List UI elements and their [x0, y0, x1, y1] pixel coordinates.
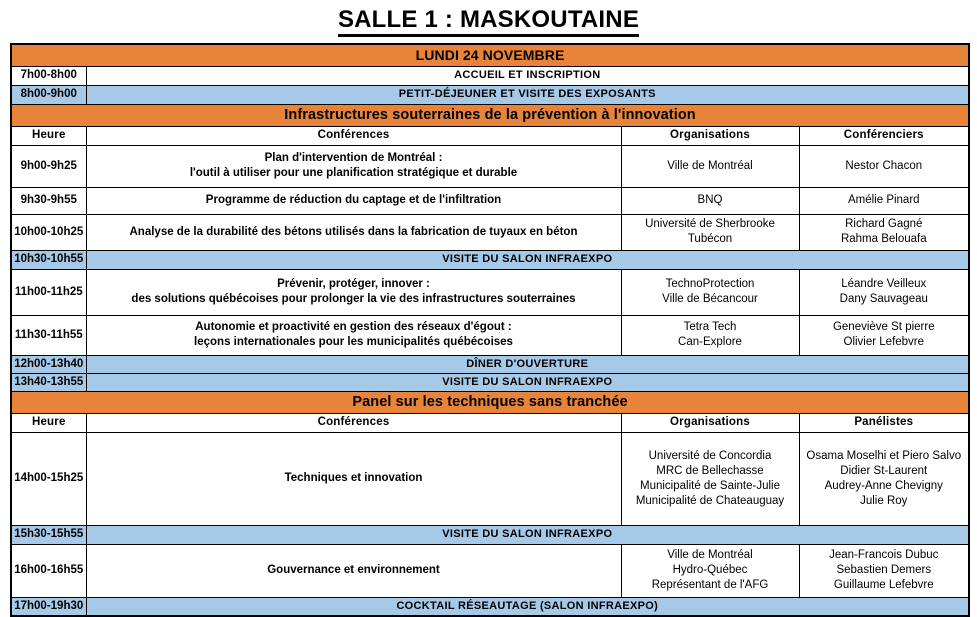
- session-conference: [86, 269, 621, 315]
- colheader-heure-2: Heure: [11, 413, 86, 432]
- organisation-line: Municipalité de Sainte-Julie: [640, 479, 780, 492]
- speaker-line: Rahma Belouafa: [840, 233, 927, 245]
- table-row: [11, 214, 969, 250]
- organisation-line: Université de Sherbrooke: [645, 218, 775, 230]
- session-conference: [86, 544, 621, 597]
- organisation-line: Can-Explore: [678, 336, 742, 348]
- table-row: [11, 145, 969, 187]
- schedule-table-container: [10, 43, 968, 617]
- speaker-line: Didier St-Laurent: [840, 464, 928, 477]
- row-petit-dejeuner: [11, 85, 969, 104]
- speaker-line: Richard Gagné: [845, 218, 923, 230]
- speaker-line: Audrey-Anne Chevigny: [824, 479, 943, 492]
- conference-line: Analyse de la durabilité des bétons utilisés dans la fabrication de tuyaux en béton: [129, 225, 578, 238]
- session-time: 16h00-16h55: [11, 544, 86, 597]
- petit-dejeuner-time: 8h00-9h00: [11, 85, 86, 104]
- colheader-speakers-2: Panélistes: [799, 413, 969, 432]
- session-speakers: [799, 214, 969, 250]
- conference-line: Plan d'intervention de Montréal :: [264, 152, 443, 164]
- row-diner: [11, 355, 969, 373]
- session-time: 9h00-9h25: [11, 145, 86, 187]
- colheader-heure-1: Heure: [11, 126, 86, 145]
- organisation-line: Ville de Montréal: [667, 159, 753, 172]
- accueil-time: 7h00-8h00: [11, 66, 86, 85]
- diner-label: DÎNER D'OUVERTURE: [86, 355, 969, 373]
- session-speakers: [799, 269, 969, 315]
- accueil-label: ACCUEIL ET INSCRIPTION: [86, 66, 969, 85]
- day-header-row: [11, 44, 969, 66]
- session-organisations: [621, 544, 799, 597]
- speaker-line: Guillaume Lefebvre: [833, 579, 934, 591]
- column-header-row-1: [11, 126, 969, 145]
- session-time: 9h30-9h55: [11, 187, 86, 214]
- session-speakers: [799, 432, 969, 525]
- organisation-line: Hydro-Québec: [672, 564, 748, 576]
- session-organisations: [621, 315, 799, 355]
- organisation-line: Représentant de l'AFG: [651, 579, 769, 591]
- session-conference: [86, 214, 621, 250]
- speaker-line: Sebastien Demers: [836, 564, 932, 576]
- petit-dejeuner-label: PETIT-DÉJEUNER ET VISITE DES EXPOSANTS: [86, 85, 969, 104]
- cocktail-label: COCKTAIL RÉSEAUTAGE (SALON INFRAEXPO): [86, 597, 969, 616]
- organisation-line: Ville de Bécancour: [662, 293, 758, 305]
- speaker-line: Julie Roy: [860, 494, 908, 507]
- table-row: [11, 432, 969, 525]
- speaker-line: Nestor Chacon: [845, 159, 923, 172]
- session-speakers: [799, 315, 969, 355]
- session-organisations: [621, 145, 799, 187]
- table-row: [11, 315, 969, 355]
- session-speakers: [799, 544, 969, 597]
- table-row: [11, 544, 969, 597]
- speaker-line: Léandre Veilleux: [841, 278, 927, 290]
- colheader-conferences-2: Conférences: [86, 413, 621, 432]
- session-time: 11h00-11h25: [11, 269, 86, 315]
- session-organisations: [621, 214, 799, 250]
- session-time: 14h00-15h25: [11, 432, 86, 525]
- speaker-line: Geneviève St pierre: [832, 321, 935, 333]
- session-speakers: [799, 145, 969, 187]
- conference-line: Programme de réduction du captage et de l'infiltration: [205, 194, 502, 206]
- organisation-line: Université de Concordia: [648, 449, 772, 462]
- table-row: [11, 187, 969, 214]
- session-organisations: [621, 187, 799, 214]
- visite-label: VISITE DU SALON INFRAEXPO: [86, 373, 969, 391]
- section-2-title: Panel sur les techniques sans tranchée: [11, 391, 969, 413]
- session-organisations: [621, 269, 799, 315]
- speaker-line: Dany Sauvageau: [839, 293, 928, 305]
- day-header-label: LUNDI 24 NOVEMBRE: [11, 44, 969, 66]
- row-cocktail: [11, 597, 969, 616]
- visite-time: 13h40-13h55: [11, 373, 86, 391]
- session-organisations: [621, 432, 799, 525]
- session-time: 11h30-11h55: [11, 315, 86, 355]
- session-conference: [86, 432, 621, 525]
- organisation-line: Tubécon: [687, 233, 733, 245]
- conference-line: Techniques et innovation: [284, 472, 423, 484]
- row-visite-3: [11, 525, 969, 544]
- speaker-line: Jean-Francois Dubuc: [829, 549, 939, 561]
- section-1-title: Infrastructures souterraines de la prévention à l'innovation: [11, 104, 969, 126]
- visite-time: 10h30-10h55: [11, 250, 86, 269]
- organisation-line: Tetra Tech: [683, 321, 737, 333]
- colheader-organisations-2: Organisations: [621, 413, 799, 432]
- speaker-line: Olivier Lefebvre: [843, 336, 925, 348]
- schedule-table: [10, 43, 970, 617]
- visite-time: 15h30-15h55: [11, 525, 86, 544]
- organisation-line: Municipalité de Chateauguay: [635, 494, 785, 507]
- session-conference: [86, 187, 621, 214]
- conference-line: des solutions québécoises pour prolonger la vie des infrastructures souterraines: [131, 293, 576, 305]
- section-1-title-row: [11, 104, 969, 126]
- session-speakers: [799, 187, 969, 214]
- session-time: 10h00-10h25: [11, 214, 86, 250]
- column-header-row-2: [11, 413, 969, 432]
- conference-line: l'outil à utiliser pour une planification stratégique et durable: [189, 167, 518, 179]
- colheader-speakers-1: Conférenciers: [799, 126, 969, 145]
- page-title-text: SALLE 1 : MASKOUTAINE: [338, 6, 639, 37]
- conference-line: Gouvernance et environnement: [267, 564, 440, 576]
- organisation-line: MRC de Bellechasse: [656, 464, 764, 477]
- row-accueil: [11, 66, 969, 85]
- row-visite-2: [11, 373, 969, 391]
- table-row: [11, 269, 969, 315]
- conference-line: Prévenir, protéger, innover :: [277, 278, 430, 290]
- conference-line: leçons internationales pour les municipalités québécoises: [194, 336, 513, 348]
- conference-line: Autonomie et proactivité en gestion des réseaux d'égout :: [195, 321, 512, 333]
- speaker-line: Osama Moselhi et Piero Salvo: [806, 449, 962, 462]
- visite-label: VISITE DU SALON INFRAEXPO: [86, 250, 969, 269]
- speaker-line: Amélie Pinard: [847, 194, 920, 206]
- diner-time: 12h00-13h40: [11, 355, 86, 373]
- organisation-line: BNQ: [697, 194, 723, 206]
- organisation-line: TechnoProtection: [665, 278, 755, 290]
- section-2-title-row: [11, 391, 969, 413]
- session-conference: [86, 315, 621, 355]
- row-visite-1: [11, 250, 969, 269]
- visite-label: VISITE DU SALON INFRAEXPO: [86, 525, 969, 544]
- session-conference: [86, 145, 621, 187]
- colheader-organisations-1: Organisations: [621, 126, 799, 145]
- page-title: [0, 0, 977, 33]
- cocktail-time: 17h00-19h30: [11, 597, 86, 616]
- organisation-line: Ville de Montréal: [667, 549, 753, 561]
- colheader-conferences-1: Conférences: [86, 126, 621, 145]
